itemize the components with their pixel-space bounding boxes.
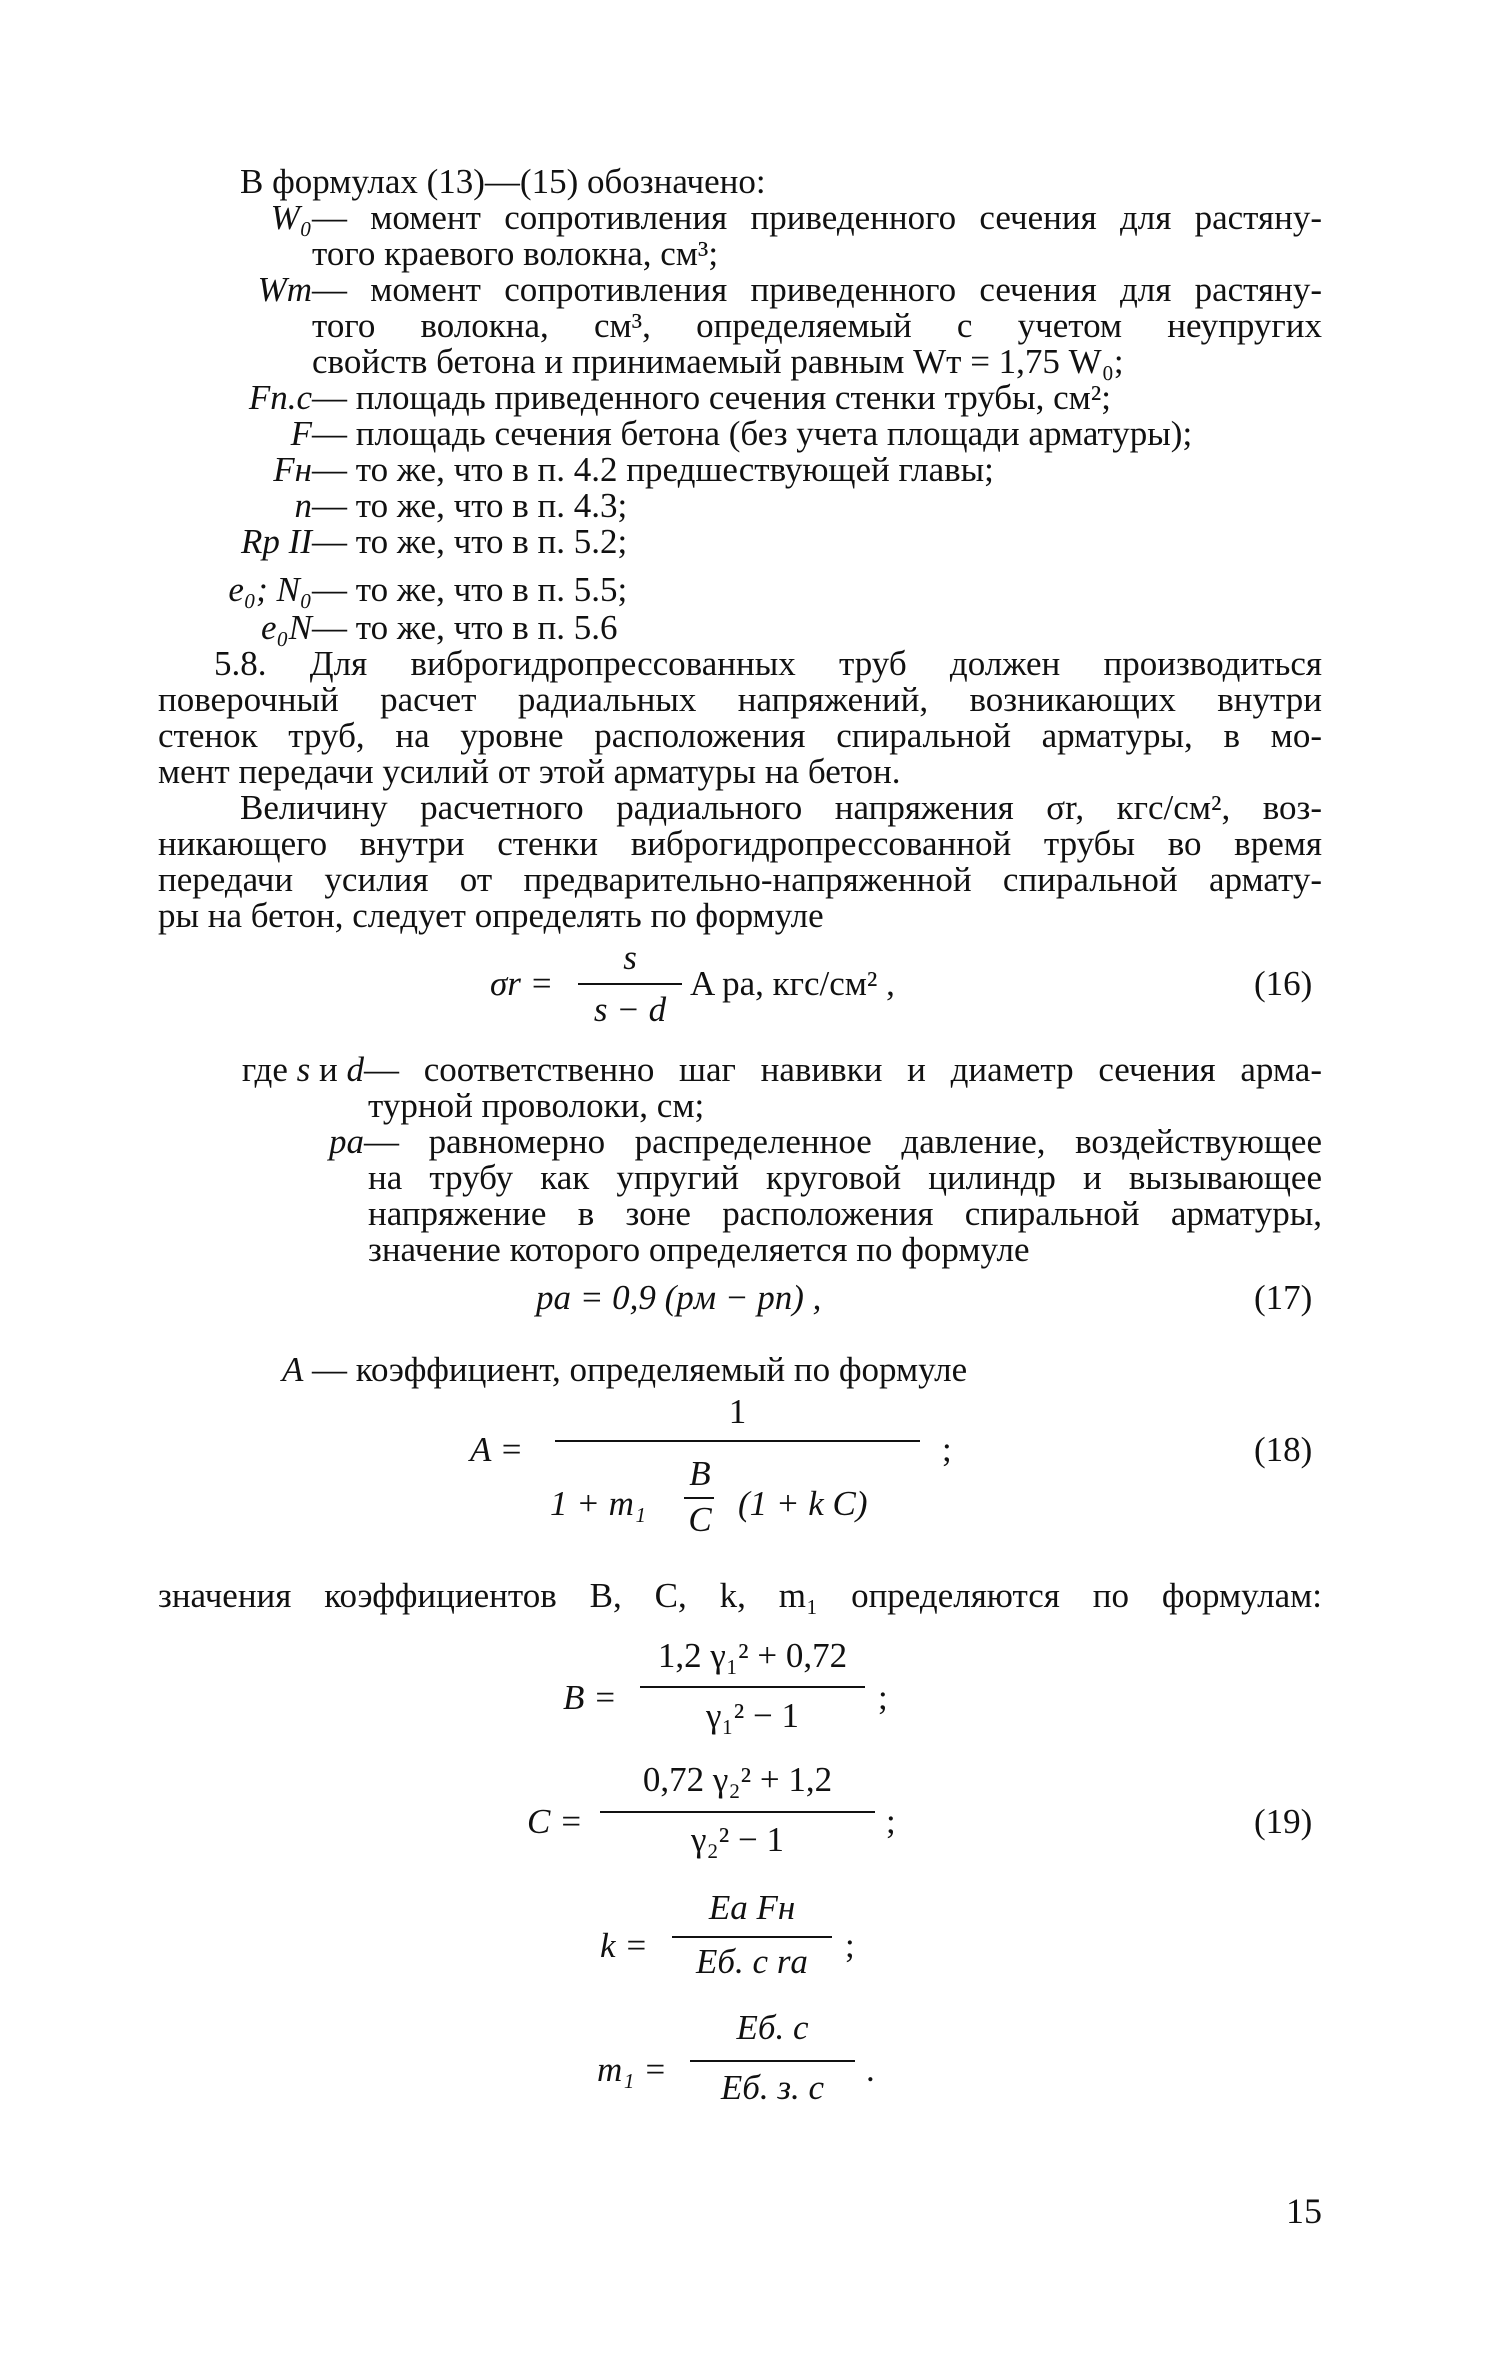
para2-line: никающего внутри стенки виброгидропрессованной трубы во время [158, 824, 1322, 863]
where2-term: pа [329, 1122, 364, 1161]
def-term: F [290, 414, 312, 453]
def-line: — то же, что в п. 4.2 предшествующей главы; [312, 450, 994, 489]
eqk-tail: ; [845, 1926, 855, 1965]
eq18-den-b: (1 + k C) [738, 1484, 868, 1523]
where-a-text: — коэффициент, определяемый по формуле [312, 1350, 968, 1389]
para1-line: поверочный расчет радиальных напряжений, возникающих внутри [158, 680, 1322, 719]
def-line: — то же, что в п. 4.3; [312, 486, 628, 525]
def-term: e₀N [260, 608, 312, 647]
where2-line: на трубу как упругий круговой цилиндр и вызывающее [368, 1158, 1322, 1197]
eq16-denominator: s − d [593, 990, 667, 1029]
eqb-lhs: B = [563, 1678, 617, 1717]
eqm-denominator: Eб. з. с [720, 2068, 825, 2107]
eqb-denominator: γ₁² − 1 [706, 1696, 799, 1735]
para1-line: 5.8. Для виброгидропрессованных труб должен производиться [214, 644, 1322, 683]
coefficients-line: значения коэффициентов B, C, k, m₁ определяются по формулам: [158, 1576, 1322, 1615]
eqk-fraction-bar [672, 1936, 832, 1938]
eqm-tail: . [866, 2050, 875, 2089]
eq18-den-inner-num: B [689, 1454, 711, 1493]
def-line: того краевого волокна, см³; [312, 234, 719, 273]
eqk-denominator: Eб. с rа [696, 1942, 808, 1981]
para1-line: мент передачи усилий от этой арматуры на бетон. [158, 752, 901, 791]
eqc-lhs: C = [527, 1802, 583, 1841]
def-line: — то же, что в п. 5.5; [312, 570, 628, 609]
intro-line: В формулах (13)—(15) обозначено: [240, 162, 766, 201]
def-line: того волокна, см³, определяемый с учетом неупругих [312, 306, 1322, 345]
def-term: e₀; N₀ [228, 570, 312, 609]
eqb-fraction-bar [640, 1686, 865, 1688]
def-term: Wт [257, 270, 312, 309]
para2-line: ры на бетон, следует определять по формуле [158, 896, 824, 935]
where-a-term: A [282, 1350, 304, 1389]
eq18-lhs: A = [470, 1430, 524, 1469]
eqm-lhs: m₁ = [597, 2050, 667, 2089]
eq18-den-inner-den: C [688, 1500, 712, 1539]
eqc-tail: ; [886, 1802, 896, 1841]
where1-line: — соответственно шаг навивки и диаметр сечения арма- [364, 1050, 1322, 1089]
eq16-number: (16) [1254, 964, 1313, 1003]
eq16-fraction-bar [578, 983, 682, 985]
eq17-expression: pа = 0,9 (pм − pп) , [536, 1278, 822, 1317]
eqk-lhs: k = [600, 1926, 648, 1965]
def-line: — то же, что в п. 5.6 [312, 608, 618, 647]
def-term: W₀ [270, 198, 312, 237]
eqc-fraction-bar [600, 1811, 875, 1813]
def-line: свойств бетона и принимаемый равным Wт = 1,75 W₀; [312, 342, 1124, 381]
eq17-number: (17) [1254, 1278, 1313, 1317]
eq18-den-a: 1 + m₁ [550, 1484, 647, 1523]
eqc-numerator: 0,72 γ₂² + 1,2 [642, 1760, 833, 1799]
page-number: 15 [1286, 2191, 1322, 2231]
eqm-fraction-bar [690, 2060, 855, 2062]
para2-line: передачи усилия от предварительно-напряженной спиральной армату- [158, 860, 1322, 899]
eq18-fraction-bar [555, 1440, 920, 1442]
def-line: — то же, что в п. 5.2; [312, 522, 628, 561]
eqc-denominator: γ₂² − 1 [691, 1820, 784, 1859]
where2-line: — равномерно распределенное давление, воздействующее [364, 1122, 1322, 1161]
where1-line: турной проволоки, см; [368, 1086, 705, 1125]
def-term: n [294, 486, 312, 525]
para2-line: Величину расчетного радиального напряжения σr, кгс/см², воз- [240, 788, 1322, 827]
where1-term: где s и d [241, 1050, 364, 1089]
eq16-lhs: σr = [490, 964, 554, 1003]
where2-line: напряжение в зоне расположения спиральной арматуры, [368, 1194, 1322, 1233]
eqc-number: (19) [1254, 1802, 1313, 1841]
def-term: Rр II [241, 522, 312, 561]
def-term: Fп.с [248, 378, 312, 417]
eq16-rhs: A pа, кгс/см² , [690, 964, 895, 1003]
def-line: — момент сопротивления приведенного сечения для растяну- [312, 270, 1322, 309]
eqk-numerator: Eа Fн [708, 1888, 796, 1927]
def-line: — момент сопротивления приведенного сечения для растяну- [312, 198, 1322, 237]
def-term: Fн [273, 450, 312, 489]
para1-line: стенок труб, на уровне расположения спиральной арматуры, в мо- [158, 716, 1322, 755]
eqm-numerator: Eб. с [736, 2008, 809, 2047]
eqb-numerator: 1,2 γ₁² + 0,72 [657, 1636, 848, 1675]
eqb-tail: ; [878, 1678, 888, 1717]
eq16-numerator: s [623, 938, 637, 977]
eq18-number: (18) [1254, 1430, 1313, 1469]
eq18-numerator: 1 [728, 1392, 747, 1431]
where2-line: значение которого определяется по формуле [368, 1230, 1030, 1269]
eq18-tail: ; [942, 1430, 952, 1469]
eq18-inner-bar [684, 1497, 714, 1499]
def-line: — площадь сечения бетона (без учета площади арматуры); [312, 414, 1193, 453]
def-line: — площадь приведенного сечения стенки трубы, см²; [312, 378, 1112, 417]
